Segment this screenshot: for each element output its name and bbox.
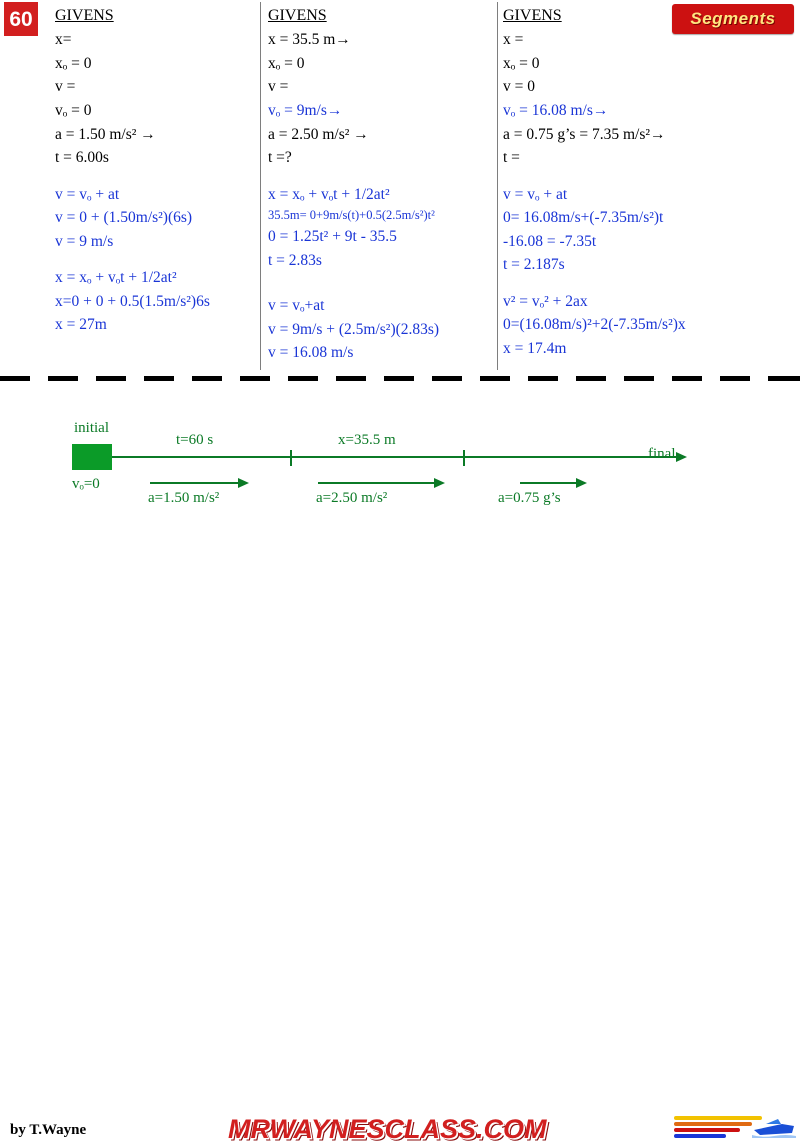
diagram-tick-2	[463, 450, 465, 466]
column-1-spacer-1	[55, 170, 255, 183]
diagram-main-arrowhead	[676, 452, 687, 462]
column-1-given-5: a = 1.50 m/s² →	[55, 125, 156, 143]
column-2-work-7: v = 16.08 m/s	[268, 344, 354, 362]
speedboat-icon	[752, 1114, 796, 1138]
column-1-given-4: vₒ = 0	[55, 101, 92, 119]
diagram-initial-label: initial	[74, 420, 109, 436]
column-1-givens-heading: GIVENS	[55, 7, 114, 24]
column-1-given-3: v =	[55, 78, 76, 96]
column-2	[268, 4, 496, 365]
column-2-spacer-1	[268, 170, 496, 183]
column-3-work-3: -16.08 = -7.35t	[503, 232, 597, 250]
diagram-accel-arrow-3	[520, 482, 578, 484]
diagram-segment-1-top-label: t=60 s	[176, 432, 214, 448]
column-3-given-2: xₒ = 0	[503, 54, 540, 72]
diagram-segment-2-top-label: x=35.5 m	[338, 432, 396, 448]
segments-logo-label: Segments	[690, 9, 776, 28]
column-2-spacer-2	[268, 272, 496, 285]
column-3-work-7: x = 17.4m	[503, 339, 567, 357]
column-3-givens-heading: GIVENS	[503, 7, 562, 24]
column-2-givens-heading: GIVENS	[268, 7, 327, 24]
column-3-work-4: t = 2.187s	[503, 256, 565, 274]
column-1-work-6: x = 27m	[55, 316, 107, 334]
column-2-work-6: v = 9m/s + (2.5m/s²)(2.83s)	[268, 320, 440, 338]
author-credit: by T.Wayne	[10, 1122, 87, 1138]
dashed-separator	[0, 376, 800, 382]
diagram-segment-3-bottom-label: a=0.75 g’s	[498, 490, 561, 506]
column-3-given-4: vₒ = 16.08 m/s→	[503, 101, 609, 119]
column-1-spacer-2	[55, 253, 255, 266]
column-1	[55, 4, 255, 337]
column-2-given-5: a = 2.50 m/s² →	[268, 125, 369, 143]
footer	[0, 548, 800, 1144]
column-3-spacer-1	[503, 170, 793, 183]
column-1-work-5: x=0 + 0 + 0.5(1.5m/s²)6s	[55, 292, 210, 310]
slide-number-badge: 60	[4, 2, 38, 36]
diagram-main-axis	[112, 456, 680, 458]
column-2-work-3: 0 = 1.25t² + 9t - 35.5	[268, 228, 397, 246]
column-2-given-3: v =	[268, 78, 289, 96]
diagram-accel-arrowhead-3	[576, 478, 587, 488]
diagram-segment-2-bottom-label: a=2.50 m/s²	[316, 490, 388, 506]
column-3-given-1: x =	[503, 31, 524, 49]
diagram-accel-arrow-2	[318, 482, 436, 484]
column-3-given-3: v = 0	[503, 78, 535, 96]
diagram-accel-arrowhead-2	[434, 478, 445, 488]
column-1-given-1: x=	[55, 31, 72, 49]
column-1-work-2: v = 0 + (1.50m/s²)(6s)	[55, 209, 193, 227]
diagram-final-label: final	[648, 446, 676, 462]
column-3-work-6: 0=(16.08m/s)²+2(-7.35m/s²)x	[503, 316, 686, 334]
column-2-given-4: vₒ = 9m/s→	[268, 101, 343, 119]
column-1-work-1: v = vₒ + at	[55, 185, 120, 203]
column-2-work-1: x = xₒ + vₒt + 1/2at²	[268, 185, 390, 203]
column-2-work-5: v = vₒ+at	[268, 297, 325, 315]
diagram-v0-label: vₒ=0	[72, 476, 100, 492]
diagram-accel-arrow-1	[150, 482, 240, 484]
column-3	[503, 4, 793, 360]
column-2-spacer-3	[268, 285, 496, 294]
column-3-given-6: t =	[503, 149, 520, 167]
website-wordmark: MRWAYNESCLASS.COM	[228, 1114, 547, 1144]
column-1-given-6: t = 6.00s	[55, 149, 109, 167]
diagram-segment-1-bottom-label: a=1.50 m/s²	[148, 490, 220, 506]
column-3-spacer-2	[503, 277, 793, 290]
column-divider-2	[497, 2, 498, 370]
columns-area	[0, 0, 800, 372]
column-1-given-2: xₒ = 0	[55, 54, 92, 72]
column-3-work-1: v = vₒ + at	[503, 185, 568, 203]
column-2-work-2: 35.5m= 0+9m/s(t)+0.5(2.5m/s²)t²	[268, 208, 435, 223]
diagram-initial-block	[72, 444, 112, 470]
column-1-work-3: v = 9 m/s	[55, 232, 114, 250]
column-divider-1	[260, 2, 261, 370]
column-1-work-4: x = xₒ + vₒt + 1/2at²	[55, 269, 177, 287]
column-3-given-5: a = 0.75 g’s = 7.35 m/s²→	[503, 125, 666, 143]
column-2-given-1: x = 35.5 m→	[268, 31, 351, 49]
column-3-work-2: 0= 16.08m/s+(-7.35m/s²)t	[503, 209, 664, 227]
column-2-given-2: xₒ = 0	[268, 54, 305, 72]
diagram-tick-1	[290, 450, 292, 466]
column-2-given-6: t =?	[268, 149, 292, 167]
diagram-accel-arrowhead-1	[238, 478, 249, 488]
column-3-work-5: v² = vₒ² + 2ax	[503, 292, 588, 310]
motion-diagram	[0, 410, 800, 520]
column-2-work-4: t = 2.83s	[268, 251, 322, 269]
